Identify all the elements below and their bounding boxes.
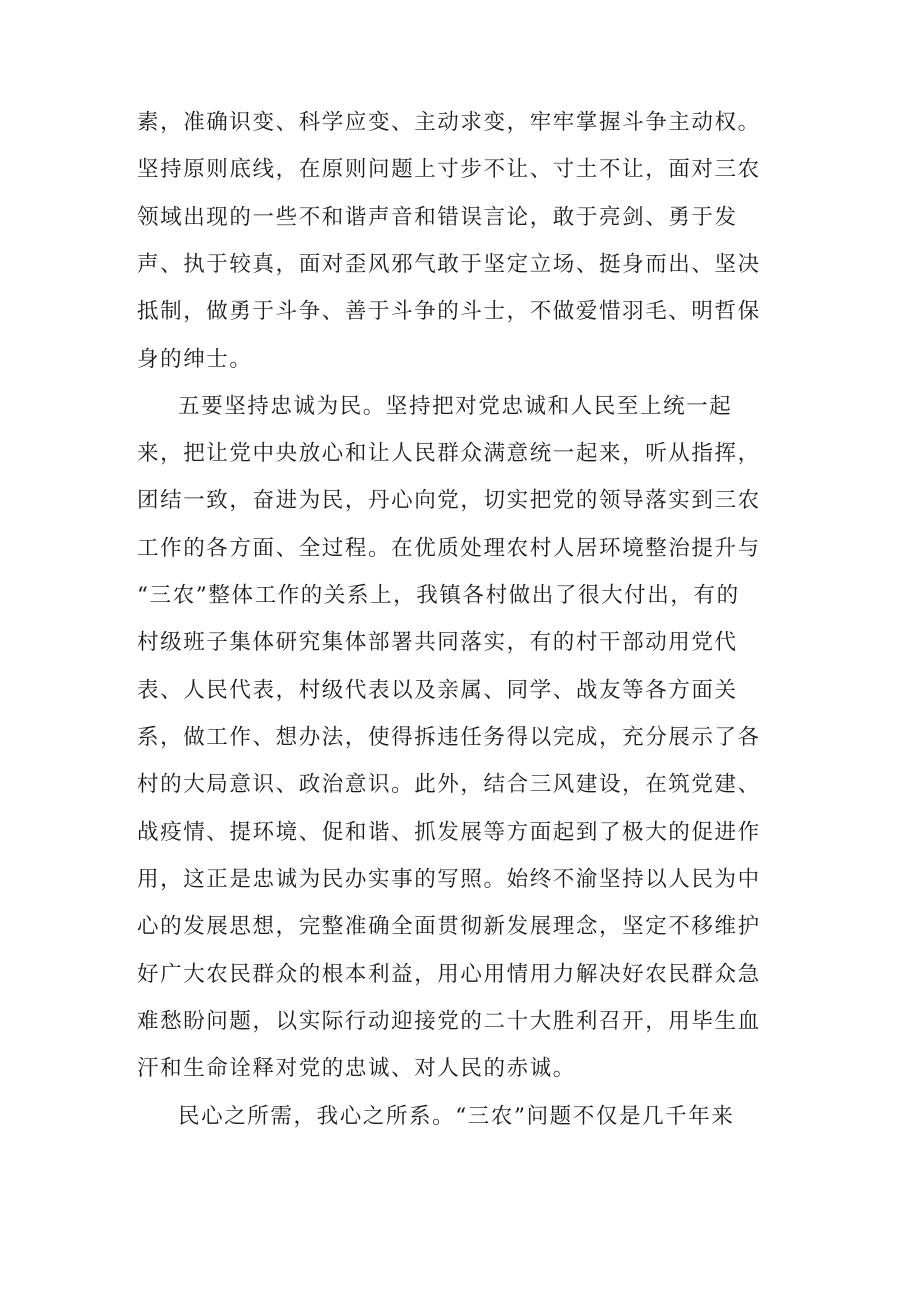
text-line: 系，做工作、想办法，使得拆违任务得以完成，充分展示了各 xyxy=(137,725,761,750)
text-line: 汗和生命诠释对党的忠诚、对人民的赤诚。 xyxy=(137,1056,576,1081)
text-line: 用，这正是忠诚为民办实事的写照。始终不渝坚持以人民为中 xyxy=(137,867,761,892)
text-line: 声、执于较真，面对歪风邪气敢于坚定立场、挺身而出、坚决 xyxy=(137,252,761,277)
text-line: 团结一致，奋进为民，丹心向党，切实把党的领导落实到三农 xyxy=(137,488,761,513)
text-line: 好广大农民群众的根本利益，用心用情用力解决好农民群众急 xyxy=(137,962,761,987)
text-line: 抵制，做勇于斗争、善于斗争的斗士，不做爱惜羽毛、明哲保 xyxy=(137,299,761,324)
text-line: 素，准确识变、科学应变、主动求变，牢牢掌握斗争主动权。 xyxy=(137,110,761,135)
text-line: 村的大局意识、政治意识。此外，结合三风建设，在筑党建、 xyxy=(137,772,761,797)
text-line: 村级班子集体研究集体部署共同落实，有的村干部动用党代 xyxy=(137,630,738,655)
text-line: 工作的各方面、全过程。在优质处理农村人居环境整治提升与 xyxy=(137,536,761,561)
text-line: “三农”整体工作的关系上，我镇各村做出了很大付出，有的 xyxy=(137,583,740,608)
text-line: 领域出现的一些不和谐声音和错误言论，敢于亮剑、勇于发 xyxy=(137,205,738,230)
text-line: 难愁盼问题，以实际行动迎接党的二十大胜利召开，用毕生血 xyxy=(137,1009,761,1034)
text-line: 表、人民代表，村级代表以及亲属、同学、战友等各方面关 xyxy=(137,678,738,703)
text-line: 身的绅士。 xyxy=(137,347,253,372)
text-line: 战疫情、提环境、促和谐、抓发展等方面起到了极大的促进作 xyxy=(137,820,761,845)
paragraph-start-line: 五要坚持忠诚为民。坚持把对党忠诚和人民至上统一起 xyxy=(178,394,733,419)
text-line: 坚持原则底线，在原则问题上寸步不让、寸土不让，面对三农 xyxy=(137,157,761,182)
text-line: 来，把让党中央放心和让人民群众满意统一起来，听从指挥， xyxy=(137,441,761,466)
text-line: 心的发展思想，完整准确全面贯彻新发展理念，坚定不移维护 xyxy=(137,914,761,939)
paragraph-start-line: 民心之所需，我心之所系。“三农”问题不仅是几千年来 xyxy=(178,1104,735,1129)
